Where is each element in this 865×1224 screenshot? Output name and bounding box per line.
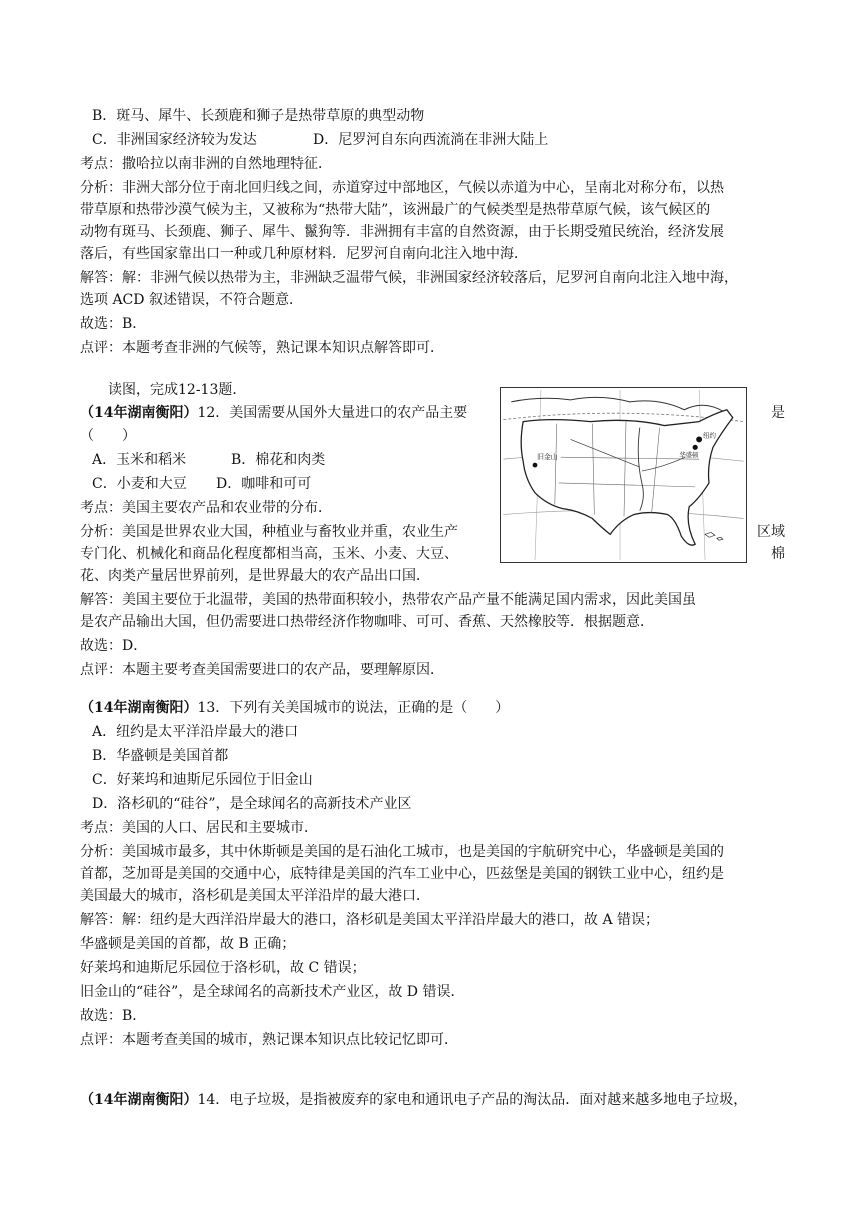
new-york-dot <box>696 436 702 442</box>
caribbean-islands <box>705 532 723 540</box>
q13-source: （14年湖南衡阳） <box>80 700 198 716</box>
q13-analysis-line-3: 美国最大的城市，洛杉矶是美国太平洋沿岸的最大港口． <box>80 888 430 904</box>
usa-map-svg <box>501 388 746 562</box>
q11-option-d: D．尼罗河自东向西流淌在非洲大陆上 <box>313 132 549 148</box>
q12-analysis-line-2-end: 棉 <box>771 546 785 562</box>
q13-comment: 点评：本题考查美国的城市，熟记课本知识点比较记忆即可． <box>80 1032 458 1048</box>
q13-analysis-line-2: 首都，芝加哥是美国的交通中心，底特律是美国的汽车工业中心，匹兹堡是美国的钢铁工业中心，纽约是 <box>80 866 724 882</box>
q14-stem: 14．电子垃圾，是指被废弃的家电和通讯电子产品的淘汰品．面对越来越多地电子垃圾， <box>197 1092 748 1108</box>
q13-answer-line-3: 好莱坞和迪斯尼乐园位于洛杉矶，故 C 错误； <box>80 960 366 976</box>
q13-option-a: A．纽约是太平洋沿岸最大的港口 <box>92 724 299 740</box>
q11-choice: 故选：B． <box>80 316 147 332</box>
q12-kaodian: 考点：美国主要农产品和农业带的分布． <box>80 500 332 516</box>
q11-answer-line-1: 解答：解：非洲气候以热带为主，非洲缺乏温带气候，非洲国家经济较落后，尼罗河自南向北注入地中海， <box>80 270 738 286</box>
q13-kaodian: 考点：美国的人口、居民和主要城市． <box>80 820 318 836</box>
q13-option-c: C．好莱坞和迪斯尼乐园位于旧金山 <box>92 772 313 788</box>
usa-map-figure <box>500 387 747 563</box>
map-label-new-york: 纽约 <box>703 431 716 440</box>
q12-paren: （ ） <box>80 428 136 444</box>
q14-source: （14年湖南衡阳） <box>80 1092 198 1108</box>
q12-analysis-line-1-end: 区域 <box>757 524 785 540</box>
map-label-washington: 华盛顿 <box>679 451 699 460</box>
q12-stem-line <box>80 403 467 423</box>
q13-stem: 13．下列有关美国城市的说法，正确的是（ ） <box>197 700 510 716</box>
q11-kaodian: 考点：撒哈拉以南非洲的自然地理特征． <box>80 156 332 172</box>
san-francisco-dot <box>533 463 538 468</box>
q11-answer-line-2: 选项 ACD 叙述错误，不符合题意． <box>80 292 303 308</box>
q11-analysis-line-2: 带草原和热带沙漠气候为主，又被称为“热带大陆”，该洲最广的气候类型是热带草原气候，该气候区的 <box>80 202 711 218</box>
q12-answer-line-1: 解答：美国主要位于北温带，美国的热带面积较小，热带农产品产量不能满足国内需求，因此美国虽 <box>80 592 696 608</box>
q12-analysis-line-3: 花、肉类产量居世界前列，是世界最大的农产品出口国． <box>80 568 430 584</box>
q11-option-c: C．非洲国家经济较为发达 <box>92 132 257 148</box>
q12-option-c: C．小麦和大豆 <box>92 476 187 492</box>
q12-comment: 点评：本题主要考查美国需要进口的农产品，要理解原因． <box>80 662 444 678</box>
q13-analysis-line-1: 分析：美国城市最多，其中休斯顿是美国的是石油化工城市，也是美国的宇航研究中心，华盛顿是美国的 <box>80 844 724 860</box>
q13-answer-line-2: 华盛顿是美国的首都，故 B 正确； <box>80 936 296 952</box>
q12-option-d: D．咖啡和可可 <box>216 476 312 492</box>
q12-option-b: B．棉花和肉类 <box>231 452 326 468</box>
reading-intro: 读图，完成12-13题． <box>108 382 247 398</box>
q13-option-d: D．洛杉矶的“硅谷”，是全球闻名的高新技术产业区 <box>92 796 412 812</box>
q12-choice: 故选：D． <box>80 638 148 654</box>
q11-analysis-line-4: 落后，有些国家靠出口一种或几种原材料．尼罗河自南向北注入地中海． <box>80 246 528 262</box>
q13-choice: 故选：B． <box>80 1008 147 1024</box>
q13-answer-line-1: 解答：解：纽约是大西洋沿岸最大的港口，洛杉矶是美国太平洋沿岸最大的港口，故 A 错误； <box>80 912 660 928</box>
q12-option-a: A．玉米和稻米 <box>92 452 187 468</box>
q14-stem-line <box>80 1090 747 1110</box>
canada-border <box>511 397 724 411</box>
q12-source: （14年湖南衡阳） <box>80 405 198 421</box>
q12-answer-line-2: 是农产品输出大国，但仍需要进口热带经济作物咖啡、可可、香蕉、天然橡胶等．根据题意． <box>80 614 654 630</box>
q11-comment: 点评：本题考查非洲的气候等，熟记课本知识点解答即可． <box>80 340 444 356</box>
q11-analysis-line-1: 分析：非洲大部分位于南北回归线之间，赤道穿过中部地区，气候以赤道为中心，呈南北对称分布，以热 <box>80 180 724 196</box>
q12-analysis-line-1: 分析：美国是世界农业大国，种植业与畜牧业并重，农业生产 <box>80 524 458 540</box>
washington-dot <box>693 445 698 450</box>
q11-analysis-line-3: 动物有斑马、长颈鹿、狮子、犀牛、鬣狗等．非洲拥有丰富的自然资源，由于长期受殖民统治，经济发展 <box>80 224 724 240</box>
q11-option-b: B．斑马、犀牛、长颈鹿和狮子是热带草原的典型动物 <box>92 108 425 124</box>
usa-mainland <box>521 410 733 545</box>
q12-analysis-line-2: 专门化、机械化和商品化程度都相当高，玉米、小麦、大豆、 <box>80 546 458 562</box>
map-label-san-francisco: 旧金山 <box>536 453 558 462</box>
q13-answer-line-4: 旧金山的“硅谷”，是全球闻名的高新技术产业区，故 D 错误． <box>80 984 465 1000</box>
q12-stem-end: 是 <box>771 405 785 421</box>
q12-stem: 12．美国需要从国外大量进口的农产品主要 <box>197 405 468 421</box>
q13-option-b: B．华盛顿是美国首都 <box>92 748 229 764</box>
q13-stem-line <box>80 698 509 718</box>
